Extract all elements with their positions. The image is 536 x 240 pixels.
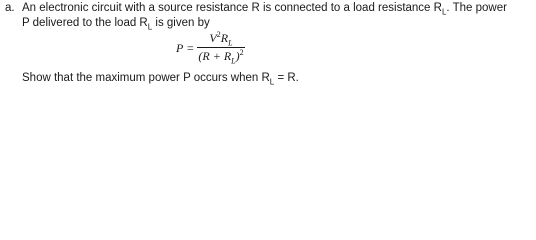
question-line-2: [22, 16, 210, 31]
numerator-exponent: 2: [216, 30, 221, 39]
line-2-text: P delivered to the load R: [22, 17, 148, 29]
denominator-open: (R + R: [198, 49, 232, 63]
formula-lhs: P =: [176, 41, 195, 55]
line-1-end: . The power: [446, 2, 507, 14]
formula-denominator: [195, 49, 247, 64]
line-1-subscript: L: [441, 7, 447, 17]
numerator-variable: R: [220, 31, 229, 45]
denominator-close: ): [235, 49, 240, 63]
question-line-1: [22, 1, 507, 16]
formula-numerator: [195, 31, 247, 46]
denominator-exponent: 2: [239, 48, 244, 57]
numerator-base: V: [209, 31, 217, 45]
numerator-subscript: L: [228, 38, 233, 48]
line-3-end: = R.: [274, 72, 299, 84]
fraction-bar: [197, 47, 245, 48]
question-line-3: [22, 71, 299, 86]
line-2-end: is given by: [152, 17, 210, 29]
line-2-subscript: L: [147, 22, 153, 32]
question-label: a.: [5, 2, 15, 14]
denominator-subscript: L: [231, 56, 236, 66]
line-3-subscript: L: [269, 77, 275, 87]
line-1-text: An electronic circuit with a source resistance R is connected to a load resistance R: [22, 2, 442, 14]
question-block: [0, 0, 536, 89]
line-3-text: Show that the maximum power P occurs when R: [22, 72, 270, 84]
